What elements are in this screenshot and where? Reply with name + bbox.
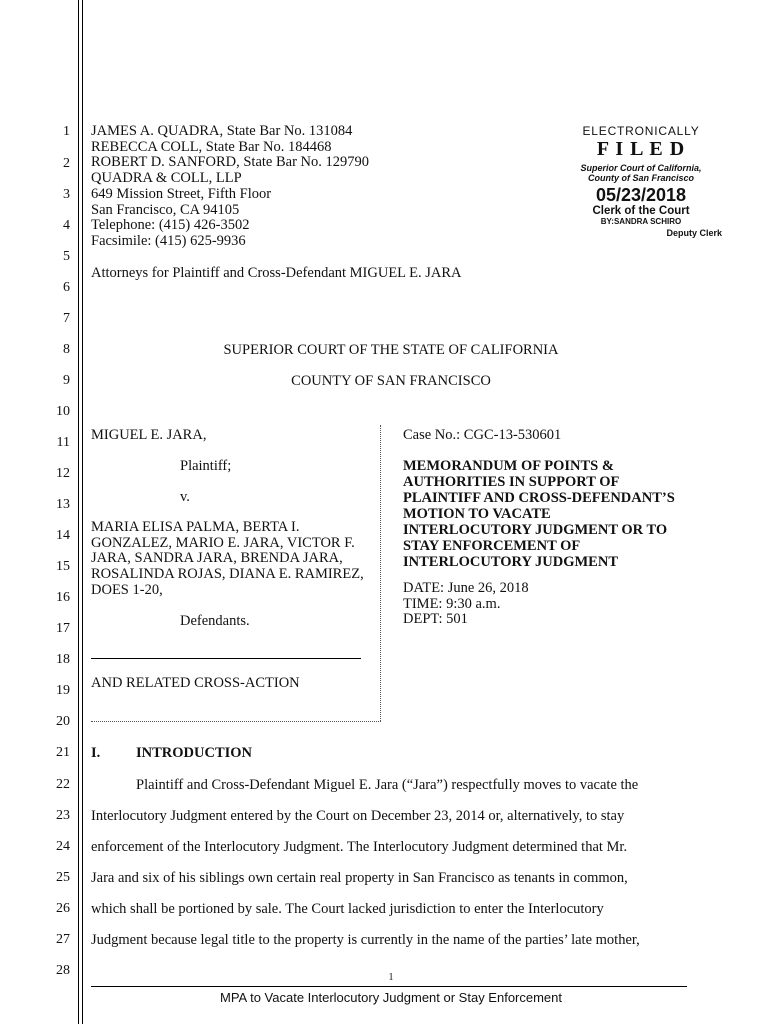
motion-title-line: STAY ENFORCEMENT OF xyxy=(403,538,581,554)
attorney-line: QUADRA & COLL, LLP xyxy=(91,170,242,187)
motion-title-line: AUTHORITIES IN SUPPORT OF xyxy=(403,474,620,490)
line-number: 24 xyxy=(56,839,70,854)
line-number: 22 xyxy=(56,777,70,792)
stamp-clerk: Clerk of the Court xyxy=(592,205,690,217)
motion-title-line: PLAINTIFF AND CROSS-DEFENDANT’S xyxy=(403,490,675,506)
body-line: Jara and six of his siblings own certain real property in San Francisco as tenants in common, xyxy=(91,870,628,886)
body-line: enforcement of the Interlocutory Judgment. The Interlocutory Judgment determined that Mr. xyxy=(91,839,628,855)
hearing-time: TIME: 9:30 a.m. xyxy=(403,595,501,612)
left-margin-rule-outer xyxy=(78,0,79,1024)
section-number: I. xyxy=(91,745,101,761)
line-number: 4 xyxy=(63,218,70,233)
hearing-dept: DEPT: 501 xyxy=(403,611,468,628)
case-number: Case No.: CGC-13-530601 xyxy=(403,427,562,443)
line-number: 9 xyxy=(63,373,70,388)
caption-vertical-rule xyxy=(380,425,381,721)
body-line: Plaintiff and Cross-Defendant Miguel E. Jara (“Jara”) respectfully moves to vacate the xyxy=(136,777,639,793)
attorney-line: San Francisco, CA 94105 xyxy=(91,201,240,218)
line-number: 18 xyxy=(56,652,70,667)
line-number: 16 xyxy=(56,590,70,605)
line-number: 11 xyxy=(56,435,70,450)
defendants-label: Defendants. xyxy=(180,613,250,629)
motion-title-line: MEMORANDUM OF POINTS & xyxy=(403,458,614,474)
defendant-line: ROSALINDA ROJAS, DIANA E. RAMIREZ, xyxy=(91,566,364,583)
line-number: 28 xyxy=(56,963,70,978)
attorney-block xyxy=(91,124,369,250)
body-line: Interlocutory Judgment entered by the Court on December 23, 2014 or, alternatively, to stay xyxy=(91,808,625,824)
line-number: 5 xyxy=(63,249,70,264)
line-number: 6 xyxy=(63,280,70,295)
body-line: Judgment because legal title to the property is currently in the name of the parties’ late mother, xyxy=(91,932,640,948)
motion-title-line: INTERLOCUTORY JUDGMENT xyxy=(403,554,619,570)
motion-title-line: INTERLOCUTORY JUDGMENT OR TO xyxy=(403,522,668,538)
page-number: 1 xyxy=(388,972,394,983)
body-line: which shall be portioned by sale. The Court lacked jurisdiction to enter the Interlocutory xyxy=(91,901,604,917)
attorneys-for: Attorneys for Plaintiff and Cross-Defendant MIGUEL E. JARA xyxy=(91,265,462,281)
footer-title: MPA to Vacate Interlocutory Judgment or Stay Enforcement xyxy=(219,990,563,1005)
attorney-line: 649 Mission Street, Fifth Floor xyxy=(91,185,272,202)
line-number: 21 xyxy=(56,745,70,760)
defendant-line: MARIA ELISA PALMA, BERTA I. xyxy=(91,519,300,535)
left-margin-rule-inner xyxy=(82,0,83,1024)
attorney-line: JAMES A. QUADRA, State Bar No. 131084 xyxy=(91,123,353,139)
stamp-deputy: Deputy Clerk xyxy=(666,228,722,238)
hearing-info xyxy=(403,581,529,628)
plaintiff-name: MIGUEL E. JARA, xyxy=(91,427,207,443)
line-number: 14 xyxy=(56,528,70,543)
stamp-electronically: ELECTRONICALLY xyxy=(582,124,700,138)
attorney-line: ROBERT D. SANFORD, State Bar No. 129790 xyxy=(91,154,369,171)
caption-bottom-rule xyxy=(91,721,381,722)
line-number: 10 xyxy=(56,404,70,419)
line-number: 15 xyxy=(56,559,70,574)
caption-divider xyxy=(91,658,361,659)
stamp-county: County of San Francisco xyxy=(587,173,694,183)
line-number: 26 xyxy=(56,901,70,916)
filing-stamp xyxy=(560,124,722,238)
line-number: 20 xyxy=(56,714,70,729)
section-heading: INTRODUCTION xyxy=(136,745,253,761)
motion-title xyxy=(403,458,675,570)
motion-title-line: MOTION TO VACATE xyxy=(403,506,551,522)
line-number: 19 xyxy=(56,683,70,698)
versus: v. xyxy=(180,489,190,505)
line-number: 25 xyxy=(56,870,70,885)
line-number: 27 xyxy=(56,932,70,947)
attorney-line: Telephone: (415) 426-3502 xyxy=(91,217,250,234)
stamp-court: Superior Court of California, xyxy=(580,163,702,173)
court-title: SUPERIOR COURT OF THE STATE OF CALIFORNIA xyxy=(223,342,559,358)
stamp-filed: F I L E D xyxy=(596,138,686,160)
county-title: COUNTY OF SAN FRANCISCO xyxy=(291,373,491,389)
defendants-list xyxy=(91,520,364,599)
line-number: 17 xyxy=(56,621,70,636)
line-number: 8 xyxy=(63,342,70,357)
line-number: 1 xyxy=(63,124,70,139)
defendant-line: DOES 1-20, xyxy=(91,581,163,598)
attorney-line: REBECCA COLL, State Bar No. 184468 xyxy=(91,138,332,155)
line-number: 12 xyxy=(56,466,70,481)
defendant-line: GONZALEZ, MARIO E. JARA, VICTOR F. xyxy=(91,534,355,551)
stamp-by: BY:SANDRA SCHIRO xyxy=(600,217,682,226)
related-cross-action: AND RELATED CROSS-ACTION xyxy=(91,675,300,691)
attorney-line: Facsimile: (415) 625-9936 xyxy=(91,232,246,249)
line-number: 13 xyxy=(56,497,70,512)
line-number: 2 xyxy=(63,156,70,171)
footer-rule xyxy=(91,986,687,987)
line-number: 7 xyxy=(63,311,70,326)
line-number: 23 xyxy=(56,808,70,823)
hearing-date: DATE: June 26, 2018 xyxy=(403,580,529,596)
stamp-date: 05/23/2018 xyxy=(595,185,687,205)
line-number: 3 xyxy=(63,187,70,202)
defendant-line: JARA, SANDRA JARA, BRENDA JARA, xyxy=(91,550,343,567)
plaintiff-label: Plaintiff; xyxy=(180,458,232,474)
